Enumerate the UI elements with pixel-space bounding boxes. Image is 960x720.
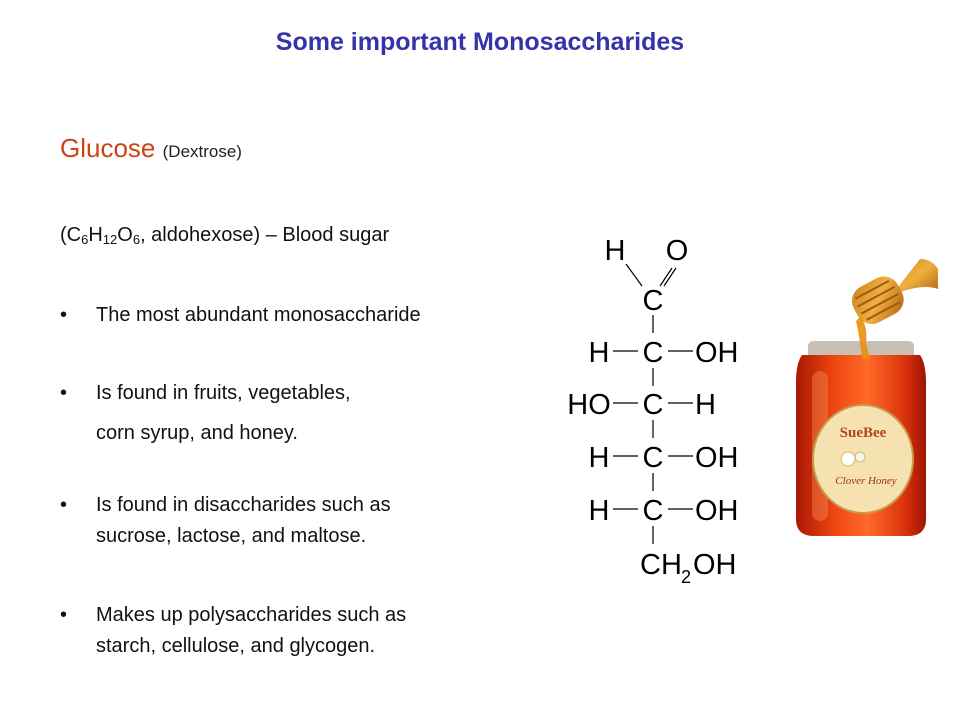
bullet-marker: • [60,304,68,326]
subtitle-note: (Dextrose) [162,142,242,161]
label-brand: SueBee [839,425,887,441]
formula-o: O [117,224,133,246]
row3-right: H [695,389,716,421]
glucose-structure [560,228,770,588]
formula-rest: , aldohexose) – Blood sugar [140,224,390,246]
molecular-formula [60,224,389,247]
bullet-line: sucrose, lactose, and maltose. [96,525,367,547]
formula-h: H [88,224,103,246]
bullet-line: corn syrup, and honey. [96,422,298,444]
subtitle-name: Glucose [60,133,156,163]
clover-flower-icon [855,452,865,462]
clover-flower-icon [841,452,855,466]
label-product: Clover Honey [835,475,897,487]
bond [626,264,642,286]
bullet-line: Is found in fruits, vegetables, [96,382,351,404]
bullet-marker: • [60,604,68,626]
row3-center: C [642,389,664,421]
formula-open: (C [60,224,82,246]
bullet-line: The most abundant monosaccharide [96,304,421,326]
row5-center: C [642,495,664,527]
slide-title: Some important Monosaccharides [275,28,685,56]
row4-center: C [642,442,664,474]
formula-h-sub: 12 [102,232,118,247]
formula-o-sub: 6 [132,232,141,247]
row5-left: H [588,495,610,527]
aldehyde-o: O [665,235,689,267]
subtitle [60,133,242,164]
row4-right: OH [695,442,739,474]
c6-ch: CH [640,549,682,581]
formula-c-sub: 6 [81,232,89,247]
bullet-line: starch, cellulose, and glycogen. [96,635,376,657]
bullet-marker: • [60,494,68,516]
row4-left: H [588,442,610,474]
row3-left: HO [567,389,611,421]
bullet-marker: • [60,382,68,404]
honey-jar-photo [782,259,938,540]
bullet-line: Makes up polysaccharides such as [96,604,407,626]
c6-sub: 2 [681,567,692,587]
c6-oh: OH [693,549,737,581]
row2-center: C [642,337,664,369]
aldehyde-h: H [604,235,626,267]
row5-right: OH [695,495,739,527]
row2-right: OH [695,337,739,369]
bullet-line: Is found in disaccharides such as [96,494,391,516]
row2-left: H [588,337,610,369]
carbon-1: C [642,285,664,317]
